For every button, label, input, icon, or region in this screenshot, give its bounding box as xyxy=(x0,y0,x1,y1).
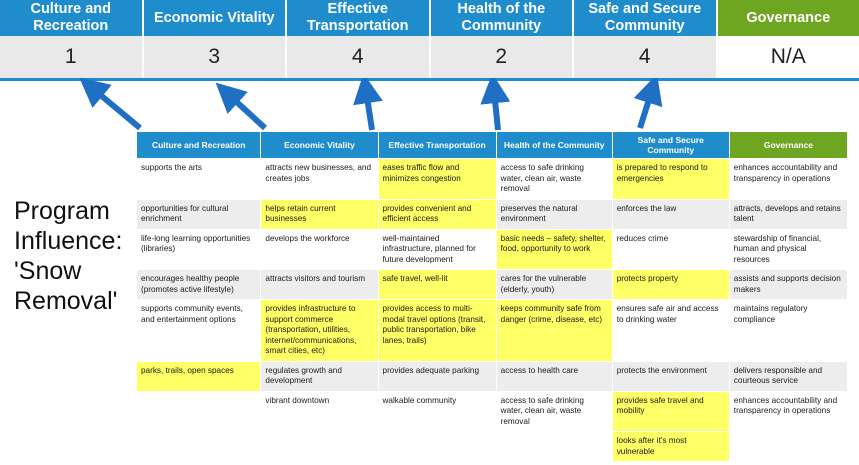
matrix-cell: access to safe drinking water, clean air, waste removal xyxy=(496,391,612,432)
arrow-economic-vitality xyxy=(228,94,265,128)
header-column-health-of-the-community: Health of the Community xyxy=(431,0,575,36)
matrix-cell: attracts new businesses, and creates jobs xyxy=(261,159,378,200)
matrix-header-governance: Governance xyxy=(729,132,847,159)
header-column-governance: Governance xyxy=(718,0,859,36)
matrix-cell: protects the environment xyxy=(612,361,729,391)
matrix-cell: supports the arts xyxy=(137,159,261,200)
matrix-cell xyxy=(378,432,496,462)
score-culture-and-recreation: 1 xyxy=(0,36,144,78)
matrix-cell: delivers responsible and courteous service xyxy=(729,361,847,391)
table-row xyxy=(137,229,848,270)
matrix-cell: well-maintained infrastructure, planned for future development xyxy=(378,229,496,270)
matrix-cell: life-long learning opportunities (libraries) xyxy=(137,229,261,270)
matrix-cell: cares for the vulnerable (elderly, youth) xyxy=(496,270,612,300)
matrix-cell: reduces crime xyxy=(612,229,729,270)
header-column-economic-vitality: Economic Vitality xyxy=(144,0,288,36)
score-governance: N/A xyxy=(718,36,859,78)
caption-line-3: 'Snow xyxy=(14,257,82,285)
matrix-cell: vibrant downtown xyxy=(261,391,378,432)
caption-line-1: Program xyxy=(14,197,110,225)
matrix-cell: provides adequate parking xyxy=(378,361,496,391)
matrix-cell: provides safe travel and mobility xyxy=(612,391,729,432)
matrix-cell: protects property xyxy=(612,270,729,300)
matrix-cell: enhances accountability and transparency in operations xyxy=(729,159,847,200)
header-column-effective-transportation: Effective Transportation xyxy=(287,0,431,36)
matrix-cell xyxy=(496,432,612,462)
program-influence-caption xyxy=(14,196,132,316)
caption-line-2: Influence: xyxy=(14,227,123,255)
arrow-effective-transportation xyxy=(366,90,372,130)
matrix-cell: access to health care xyxy=(496,361,612,391)
matrix-cell: regulates growth and development xyxy=(261,361,378,391)
matrix-cell: attracts visitors and tourism xyxy=(261,270,378,300)
table-row xyxy=(137,300,848,362)
caption-line-4: Removal' xyxy=(14,287,118,315)
matrix-cell: helps retain current businesses xyxy=(261,199,378,229)
matrix-cell: stewardship of financial, human and physical resources xyxy=(729,229,847,270)
table-row xyxy=(137,391,848,432)
matrix-cell xyxy=(729,432,847,462)
matrix-header-health-of-the-community: Health of the Community xyxy=(496,132,612,159)
table-row xyxy=(137,159,848,200)
arrow-safe-and-secure-community xyxy=(640,90,652,128)
matrix-cell: walkable community xyxy=(378,391,496,432)
table-row xyxy=(137,432,848,462)
matrix-cell: ensures safe air and access to drinking water xyxy=(612,300,729,362)
matrix-cell: provides access to multi-modal travel options (transit, public transportation, bike lanes, trails) xyxy=(378,300,496,362)
arrow-group xyxy=(0,78,859,138)
matrix-cell: enhances accountability and transparency in operations xyxy=(729,391,847,432)
header-underline xyxy=(0,78,859,81)
score-safe-and-secure-community: 4 xyxy=(574,36,718,78)
matrix-cell: enforces the law xyxy=(612,199,729,229)
matrix-cell: provides infrastructure to support commerce (transportation, utilities, internet/communications, smart cities, etc) xyxy=(261,300,378,362)
matrix-cell: access to safe drinking water, clean air, waste removal xyxy=(496,159,612,200)
matrix-cell: opportunities for cultural enrichment xyxy=(137,199,261,229)
score-effective-transportation: 4 xyxy=(287,36,431,78)
matrix-cell: safe travel, well-lit xyxy=(378,270,496,300)
matrix-cell: provides convenient and efficient access xyxy=(378,199,496,229)
score-economic-vitality: 3 xyxy=(144,36,288,78)
header-column-safe-and-secure-community: Safe and Secure Community xyxy=(574,0,718,36)
strategic-priorities-header xyxy=(0,0,859,36)
arrow-culture-and-recreation xyxy=(92,88,140,128)
score-health-of-the-community: 2 xyxy=(431,36,575,78)
matrix-header-row xyxy=(137,132,848,159)
matrix-cell: parks, trails, open spaces xyxy=(137,361,261,391)
matrix-header-effective-transportation: Effective Transportation xyxy=(378,132,496,159)
matrix-cell: keeps community safe from danger (crime, disease, etc) xyxy=(496,300,612,362)
matrix-cell: supports community events, and entertainment options xyxy=(137,300,261,362)
matrix-cell: preserves the natural environment xyxy=(496,199,612,229)
matrix-cell: maintains regulatory compliance xyxy=(729,300,847,362)
table-row xyxy=(137,361,848,391)
matrix-cell: encourages healthy people (promotes active lifestyle) xyxy=(137,270,261,300)
matrix-header-economic-vitality: Economic Vitality xyxy=(261,132,378,159)
matrix-cell: looks after it's most vulnerable xyxy=(612,432,729,462)
matrix-cell: basic needs – safety, shelter, food, opportunity to work xyxy=(496,229,612,270)
matrix-cell: assists and supports decision makers xyxy=(729,270,847,300)
matrix-cell: develops the workforce xyxy=(261,229,378,270)
matrix-header-culture-and-recreation: Culture and Recreation xyxy=(137,132,261,159)
matrix-cell: eases traffic flow and minimizes congestion xyxy=(378,159,496,200)
arrow-health-of-the-community xyxy=(494,90,498,130)
matrix-cell xyxy=(137,391,261,432)
table-row xyxy=(137,199,848,229)
score-band xyxy=(0,36,859,78)
matrix-header-safe-and-secure-community: Safe and Secure Community xyxy=(612,132,729,159)
table-row xyxy=(137,270,848,300)
matrix-cell xyxy=(137,432,261,462)
matrix-cell xyxy=(261,432,378,462)
matrix-cell: attracts, develops and retains talent xyxy=(729,199,847,229)
priority-definitions-matrix xyxy=(136,131,848,462)
header-column-culture-and-recreation: Culture and Recreation xyxy=(0,0,144,36)
matrix-cell: is prepared to respond to emergencies xyxy=(612,159,729,200)
